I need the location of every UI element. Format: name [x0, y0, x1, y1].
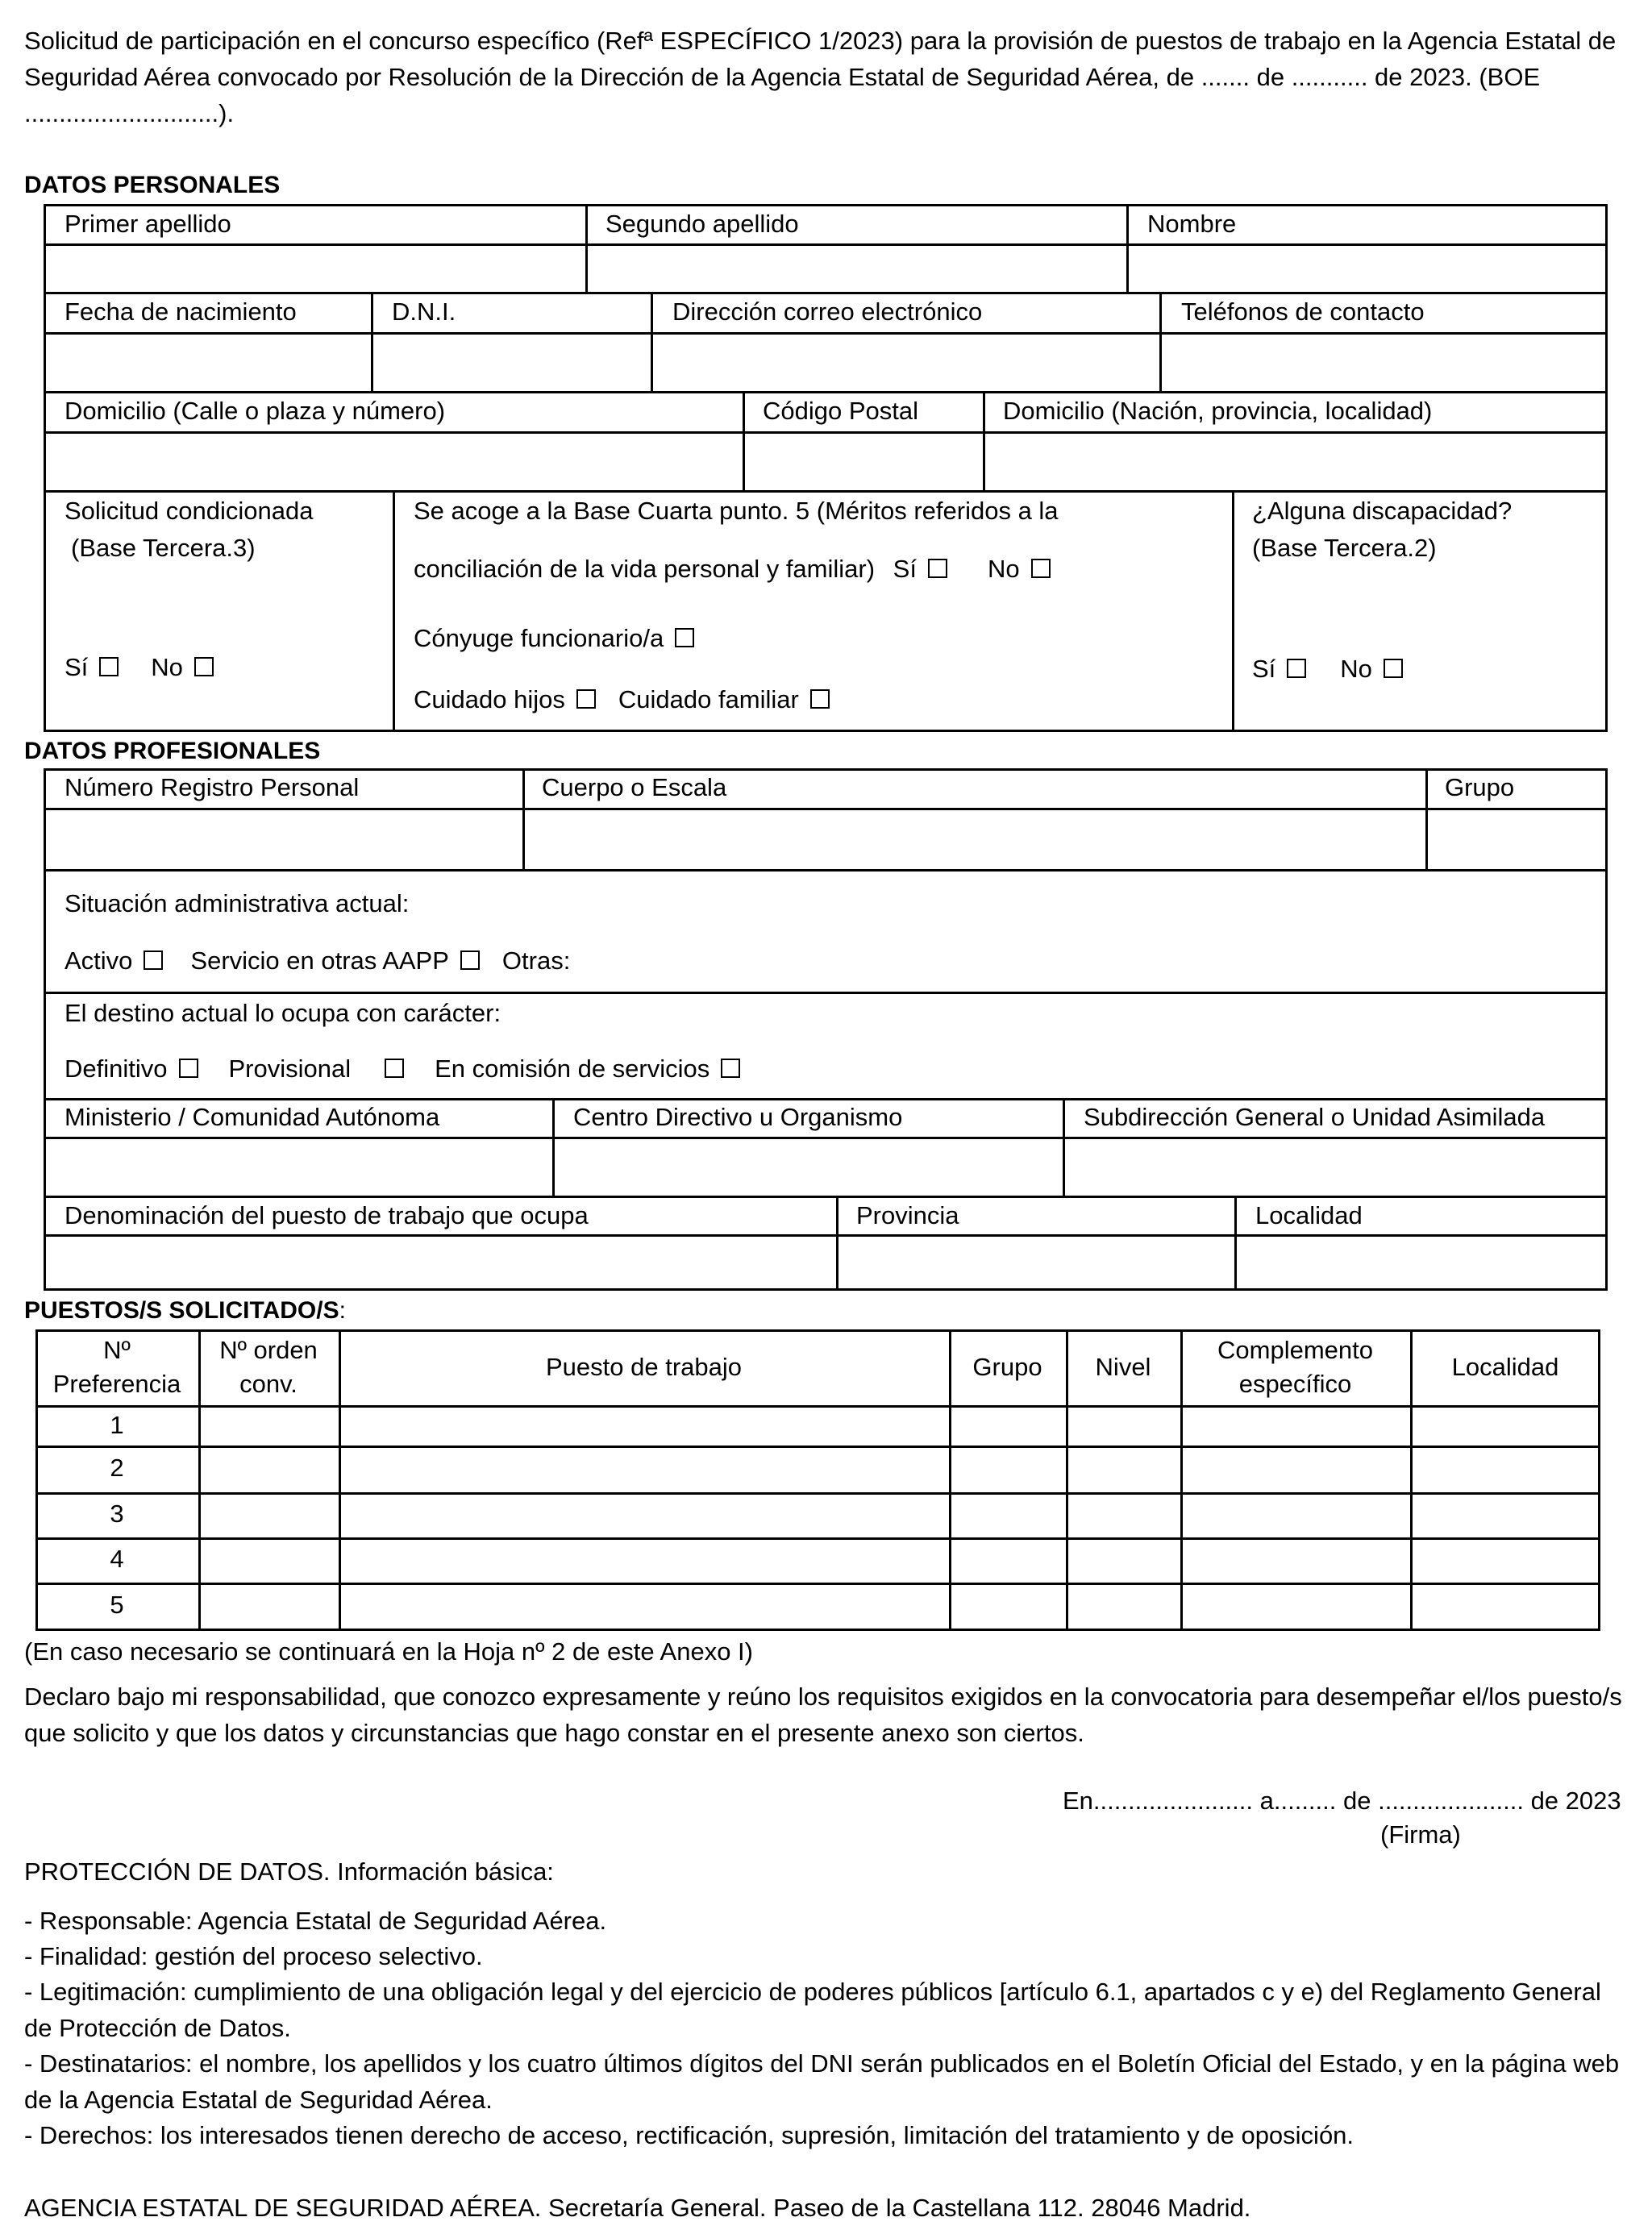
label-destino: El destino actual lo ocupa con carácter:	[64, 999, 501, 1027]
row-number: 2	[110, 1454, 124, 1482]
conciliacion-si-label: Sí	[893, 555, 917, 583]
condicionada-no-label: No	[151, 653, 183, 681]
cuidado-familiar-checkbox[interactable]	[810, 689, 830, 709]
header-preferencia-l2: Preferencia	[52, 1370, 181, 1398]
discapacidad-no-label: No	[1340, 655, 1372, 683]
label-segundo-apellido: Segundo apellido	[605, 210, 799, 238]
conyuge-checkbox[interactable]	[675, 628, 694, 647]
proteccion-item: - Responsable: Agencia Estatal de Seguridad Aérea.	[24, 1907, 607, 1935]
label-base-cuarta: Se acoge a la Base Cuarta punto. 5 (Méritos referidos a la	[414, 497, 1059, 525]
base-cuarta-line2	[414, 553, 1059, 585]
proteccion-item: - Legitimación: cumplimiento de una obligación legal y del ejercicio de poderes públicos [artículo 6.1, apartados c y e) del Reglamento General de Protección de Datos.	[24, 1978, 1601, 2042]
label-provisional: Provisional	[228, 1055, 352, 1083]
label-localidad: Localidad	[1255, 1201, 1363, 1229]
cuidado-line	[414, 684, 838, 716]
label-comision: En comisión de servicios	[435, 1055, 710, 1083]
label-telefonos: Teléfonos de contacto	[1181, 297, 1425, 326]
proteccion-item: - Finalidad: gestión del proceso selectivo.	[24, 1942, 483, 1970]
header-nivel: Nivel	[1095, 1353, 1151, 1381]
label-domicilio-nacion: Domicilio (Nación, provincia, localidad)	[1003, 397, 1433, 425]
conciliacion-no-checkbox[interactable]	[1031, 559, 1051, 578]
label-nrp: Número Registro Personal	[64, 773, 360, 801]
intro-text: Solicitud de participación en el concurso específico (Refª ESPECÍFICO 1/2023) para la provisión de puestos de trabajo en la Agencia Estatal de Seguridad Aérea convocado por Resolución de la Dirección de la Agencia Estatal de Seguridad Aérea, de ....... de ........... de 2023. (BOE ............................).	[24, 27, 1617, 127]
header-puesto: Puesto de trabajo	[545, 1353, 742, 1381]
label-otras: Otras:	[501, 946, 571, 975]
footer-address: AGENCIA ESTATAL DE SEGURIDAD AÉREA. Secretaría General. Paseo de la Castellana 112. 28046 Madrid.	[24, 2194, 1251, 2222]
label-base-tercera-3: (Base Tercera.3)	[71, 534, 256, 562]
label-situacion: Situación administrativa actual:	[64, 889, 410, 917]
label-dni: D.N.I.	[392, 297, 456, 326]
row-number: 3	[110, 1500, 124, 1528]
label-cuidado-familiar: Cuidado familiar	[618, 685, 799, 713]
section-datos-personales: DATOS PERSONALES	[24, 172, 281, 198]
row-number: 5	[110, 1591, 124, 1619]
label-activo: Activo	[64, 946, 133, 975]
label-email: Dirección correo electrónico	[672, 297, 983, 326]
nota-continuacion: (En caso necesario se continuará en la Hoja nº 2 de este Anexo I)	[24, 1637, 753, 1666]
discapacidad-si-checkbox[interactable]	[1287, 659, 1306, 678]
header-localidad: Localidad	[1451, 1353, 1559, 1381]
condicionada-si-checkbox[interactable]	[99, 657, 119, 676]
header-orden	[198, 1333, 339, 1401]
label-discapacidad: ¿Alguna discapacidad?	[1252, 497, 1513, 525]
header-complemento	[1180, 1333, 1410, 1401]
label-cuidado-hijos: Cuidado hijos	[414, 685, 565, 713]
situacion-options	[64, 945, 570, 977]
activo-checkbox[interactable]	[144, 951, 163, 970]
condicionada-si-label: Sí	[64, 653, 89, 681]
conciliacion-no-label: No	[987, 555, 1020, 583]
label-solicitud-condicionada: Solicitud condicionada	[64, 497, 314, 525]
label-ministerio: Ministerio / Comunidad Autónoma	[64, 1103, 440, 1131]
label-denominacion: Denominación del puesto de trabajo que ocupa	[64, 1201, 589, 1229]
label-nombre: Nombre	[1147, 210, 1237, 238]
label-centro-directivo: Centro Directivo u Organismo	[573, 1103, 903, 1131]
provisional-checkbox[interactable]	[385, 1059, 404, 1078]
puestos-colon: :	[339, 1297, 346, 1324]
declaracion: Declaro bajo mi responsabilidad, que conozco expresamente y reúno los requisitos exigidos en la convocatoria para desempeñar el/los puesto/s que solicito y que los datos y circunstancias que hago constar en el presente anexo son ciertos.	[24, 1683, 1622, 1747]
servicio-otras-checkbox[interactable]	[460, 951, 480, 970]
definitivo-checkbox[interactable]	[179, 1059, 198, 1078]
proteccion-item: - Derechos: los interesados tienen derecho de acceso, rectificación, supresión, limitación del tratamiento y de oposición.	[24, 2121, 1354, 2149]
label-servicio-otras: Servicio en otras AAPP	[190, 946, 449, 975]
proteccion-title: PROTECCIÓN DE DATOS. Información básica:	[24, 1857, 554, 1886]
firma-label: (Firma)	[1380, 1820, 1461, 1849]
label-definitivo: Definitivo	[64, 1055, 168, 1083]
label-subdireccion: Subdirección General o Unidad Asimilada	[1084, 1103, 1546, 1131]
condicionada-options	[64, 651, 222, 684]
label-base-tercera-2: (Base Tercera.2)	[1252, 534, 1437, 562]
conciliacion-si-checkbox[interactable]	[928, 559, 947, 578]
label-conciliacion: conciliación de la vida personal y familiar)	[414, 555, 876, 583]
row-number: 1	[110, 1411, 124, 1439]
discapacidad-options	[1252, 653, 1411, 685]
header-preferencia	[35, 1333, 198, 1401]
label-primer-apellido: Primer apellido	[64, 210, 231, 238]
label-cuerpo-escala: Cuerpo o Escala	[542, 773, 727, 801]
label-domicilio-calle: Domicilio (Calle o plaza y número)	[64, 397, 446, 425]
label-fecha-nacimiento: Fecha de nacimiento	[64, 297, 297, 326]
label-grupo: Grupo	[1445, 773, 1515, 801]
conyuge-line	[414, 622, 702, 655]
section-puestos	[24, 1295, 346, 1327]
comision-checkbox[interactable]	[721, 1059, 740, 1078]
destino-options	[64, 1053, 748, 1085]
section-datos-profesionales: DATOS PROFESIONALES	[24, 738, 321, 764]
discapacidad-si-label: Sí	[1252, 655, 1276, 683]
lugar-fecha: En....................... a......... de ..................... de 2023	[1063, 1787, 1621, 1815]
header-complemento-l2: específico	[1238, 1370, 1352, 1398]
puestos-heading: PUESTOS/S SOLICITADO/S	[24, 1297, 339, 1324]
header-orden-l1: Nº orden	[219, 1336, 318, 1364]
header-complemento-l1: Complemento	[1217, 1336, 1373, 1364]
proteccion-item: - Destinatarios: el nombre, los apellidos y los cuatro últimos dígitos del DNI serán publicados en el Boletín Oficial del Estado, y en la página web de la Agencia Estatal de Seguridad Aérea.	[24, 2049, 1620, 2114]
cuidado-hijos-checkbox[interactable]	[576, 689, 596, 709]
header-orden-l2: conv.	[239, 1370, 298, 1398]
header-grupo: Grupo	[972, 1353, 1042, 1381]
header-preferencia-l1: Nº	[103, 1336, 131, 1364]
discapacidad-no-checkbox[interactable]	[1384, 659, 1403, 678]
label-codigo-postal: Código Postal	[763, 397, 919, 425]
label-provincia: Provincia	[856, 1201, 959, 1229]
row-number: 4	[110, 1545, 124, 1573]
label-conyuge: Cónyuge funcionario/a	[414, 624, 664, 652]
condicionada-no-checkbox[interactable]	[194, 657, 214, 676]
